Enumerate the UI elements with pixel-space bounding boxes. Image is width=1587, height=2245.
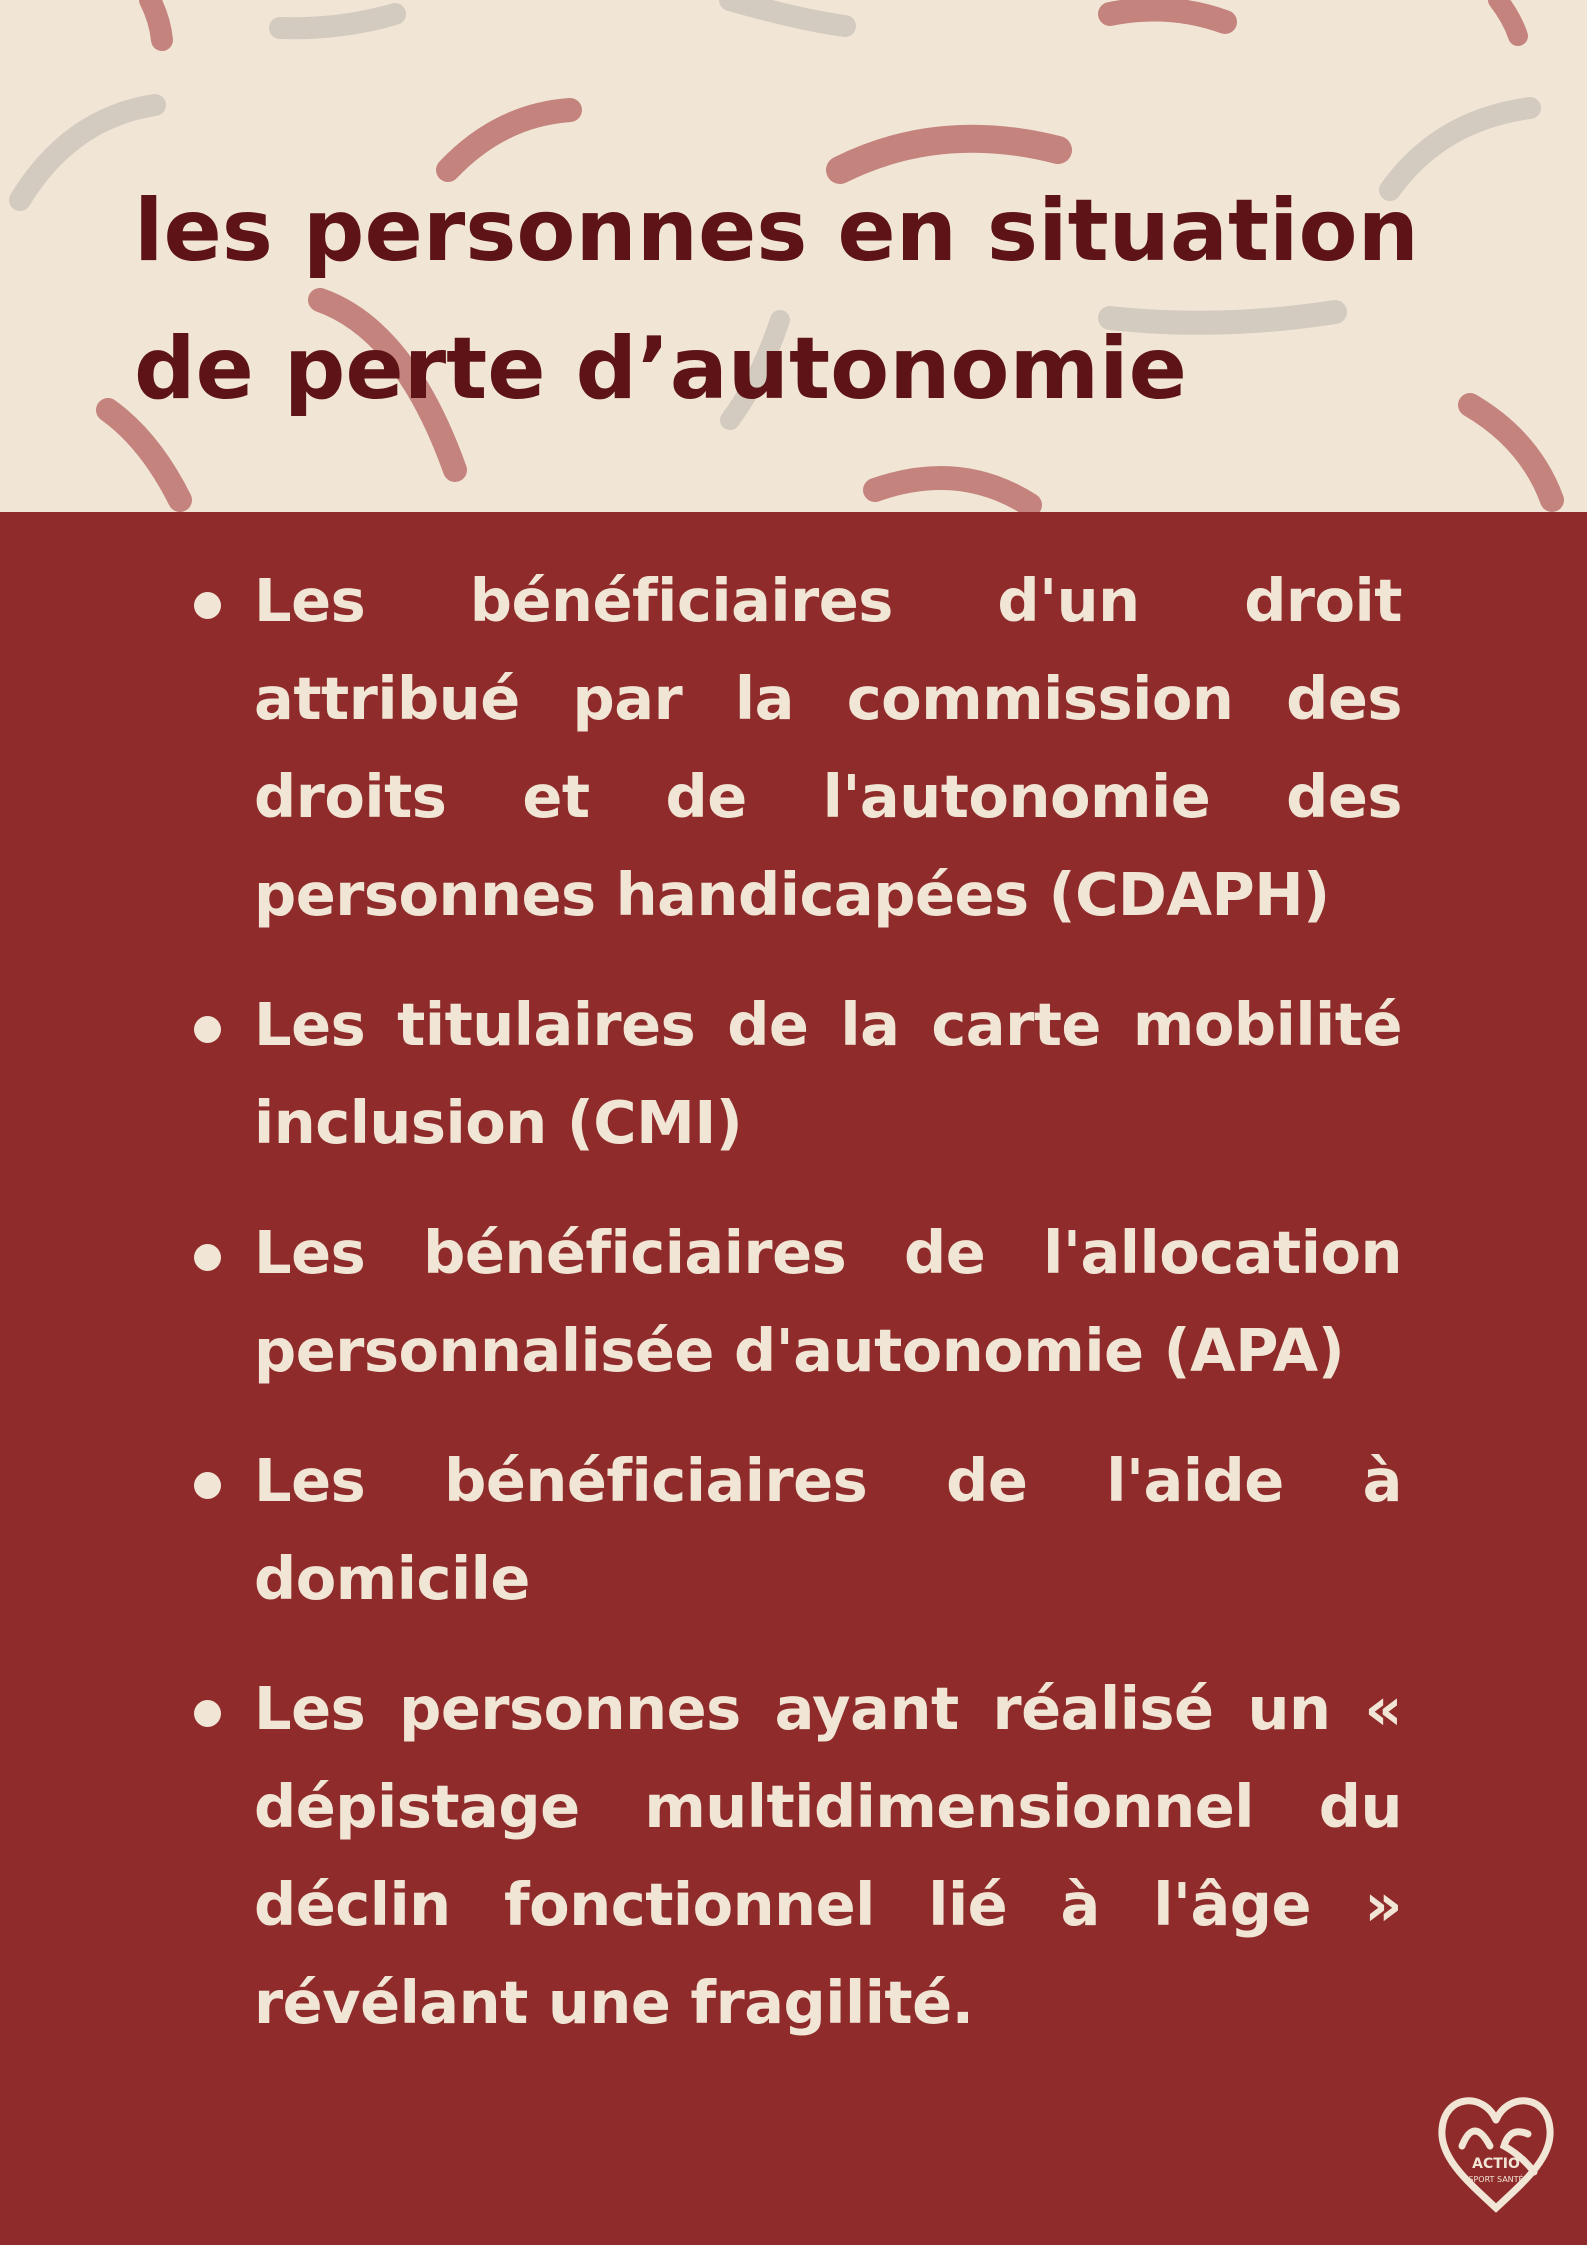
logo-text-line-2: SPORT SANTÉ — [1468, 2175, 1524, 2184]
logo-text-line-1: ACTIO — [1472, 2156, 1520, 2172]
list-item-text: Les personnes ayant réalisé un « dépistage multidimensionnel du déclin fonctionnel lié à l'âge » révélant une fragilité. — [254, 1674, 1402, 2037]
list-item-text: Les bénéficiaires de l'aide à domicile — [254, 1446, 1402, 1613]
bullet-icon — [194, 592, 221, 619]
header-banner — [0, 0, 1587, 512]
list-item-text: Les bénéficiaires de l'allocation personnalisée d'autonomie (APA) — [254, 1218, 1402, 1385]
page-title — [134, 162, 1534, 438]
eligibility-list — [0, 552, 1587, 2084]
bullet-icon — [194, 1016, 221, 1043]
bullet-icon — [194, 1472, 221, 1499]
actio-sport-sante-logo — [1432, 2086, 1560, 2216]
list-item — [0, 976, 1587, 1172]
list-item — [0, 1432, 1587, 1628]
list-item-text: Les bénéficiaires d'un droit attribué par la commission des droits et de l'autonomie des personnes handicapées (CDAPH) — [254, 566, 1402, 929]
list-item — [0, 1660, 1587, 2052]
content-panel — [0, 512, 1587, 2245]
list-item — [0, 1204, 1587, 1400]
bullet-icon — [194, 1700, 221, 1727]
title-line-2: de perte d’autonomie — [134, 319, 1187, 419]
title-line-1: les personnes en situation — [134, 181, 1419, 281]
list-item — [0, 552, 1587, 944]
list-item-text: Les titulaires de la carte mobilité inclusion (CMI) — [254, 990, 1402, 1157]
bullet-icon — [194, 1244, 221, 1271]
